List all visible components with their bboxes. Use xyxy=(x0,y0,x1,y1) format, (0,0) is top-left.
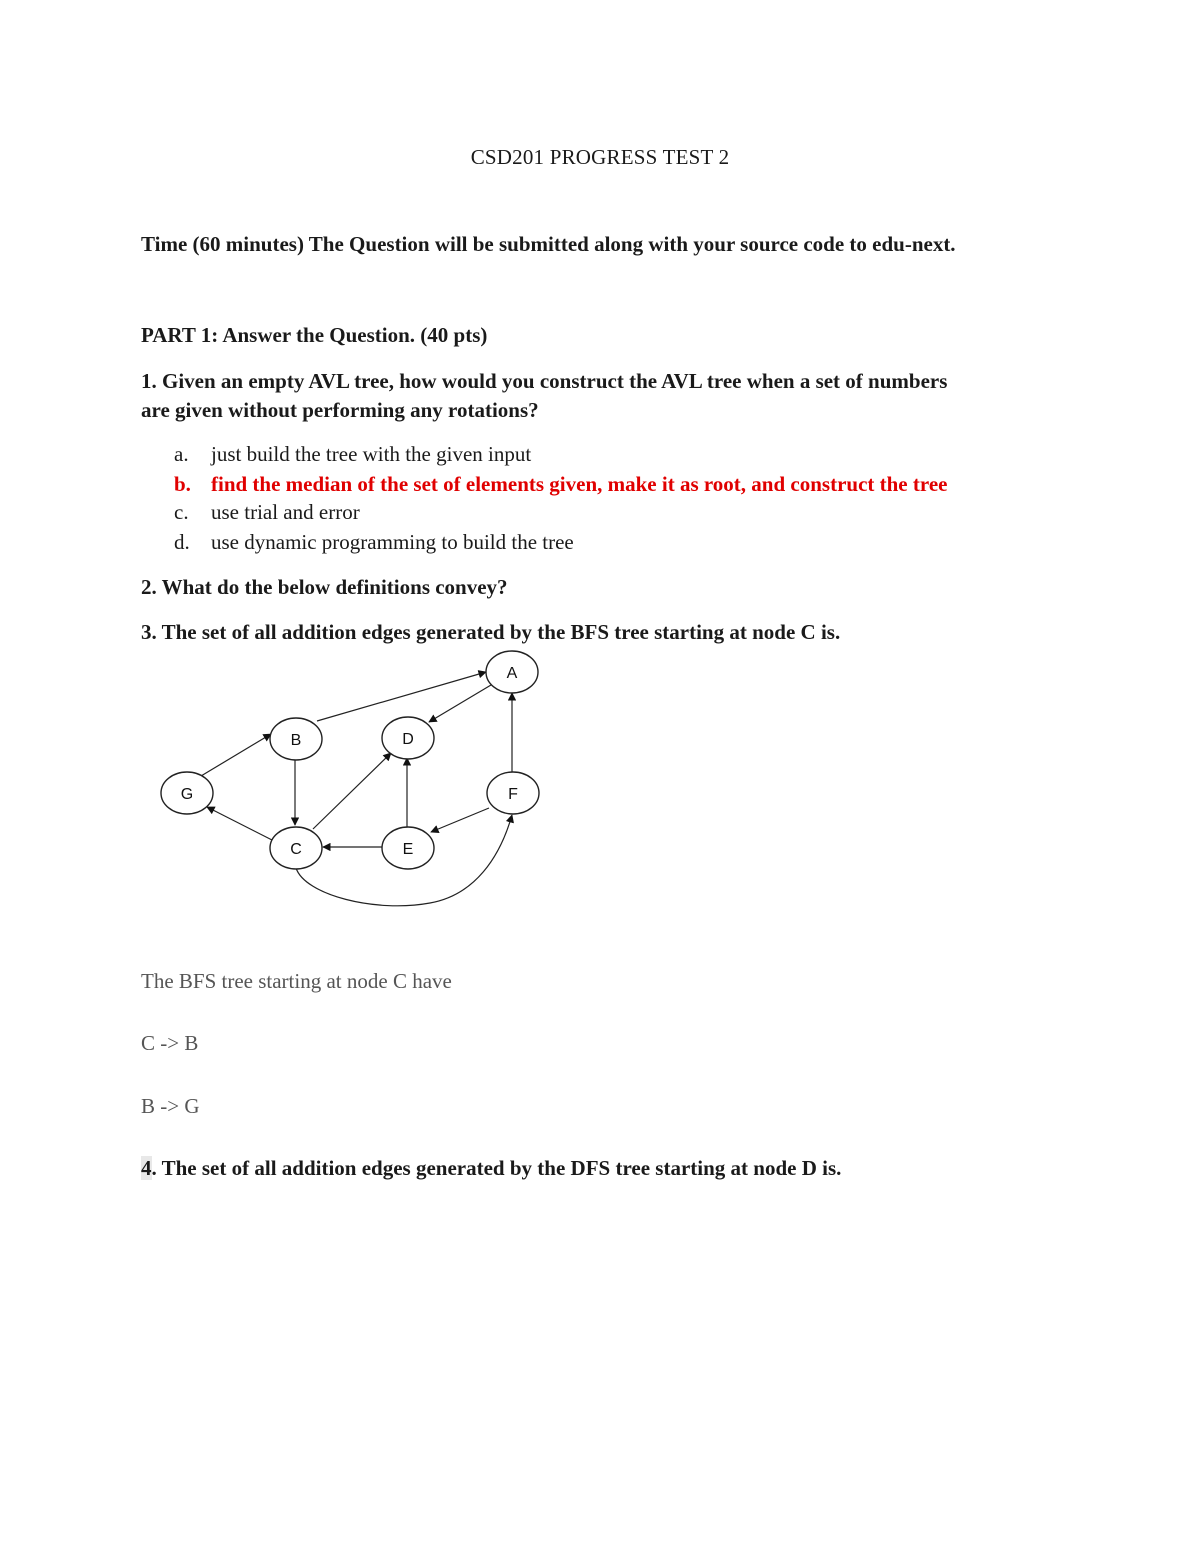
edge-a-d xyxy=(429,685,491,722)
option-d xyxy=(174,530,574,555)
q3-number: 3. xyxy=(141,620,157,644)
node-d-label: D xyxy=(402,731,414,748)
part1-heading: PART 1: Answer the Question. (40 pts) xyxy=(141,323,488,347)
q4-number: 4 xyxy=(141,1156,152,1180)
option-c-label: c. xyxy=(174,500,189,524)
answer-edge-1: C -> B xyxy=(141,1031,199,1055)
page-title: CSD201 PROGRESS TEST 2 xyxy=(470,145,730,169)
edge-b-a xyxy=(317,672,486,721)
intro-line: Time (60 minutes) The Question will be submitted along with your source code to edu-next. xyxy=(141,232,956,256)
q4-line xyxy=(141,1156,841,1181)
option-b-text: find the median of the set of elements given, make it as root, and construct the tree xyxy=(211,472,948,496)
option-d-label: d. xyxy=(174,530,190,554)
node-b-label: B xyxy=(290,732,302,749)
option-a xyxy=(174,442,531,467)
q3-text: The set of all addition edges generated by the BFS tree starting at node C is. xyxy=(156,620,841,644)
node-g-label: G xyxy=(180,786,194,803)
graph-diagram xyxy=(155,645,555,915)
q4-text: The set of all addition edges generated by the DFS tree starting at node D is. xyxy=(156,1156,842,1180)
node-c-label: C xyxy=(290,841,302,858)
q1-line2: are given without performing any rotations? xyxy=(141,398,539,422)
node-a-label: A xyxy=(506,665,518,682)
answer-edge-2: B -> G xyxy=(141,1094,200,1118)
edge-c-g xyxy=(207,807,272,840)
edge-f-e xyxy=(431,808,489,832)
option-a-label: a. xyxy=(174,442,189,466)
q1-line1: 1. Given an empty AVL tree, how would you construct the AVL tree when a set of numbers xyxy=(141,369,948,393)
option-c xyxy=(174,500,360,525)
option-a-text: just build the tree with the given input xyxy=(211,442,532,466)
q4-dot: . xyxy=(151,1156,157,1180)
node-f-label: F xyxy=(508,786,518,803)
option-c-text: use trial and error xyxy=(211,500,360,524)
option-b xyxy=(174,472,947,497)
answer-intro: The BFS tree starting at node C have xyxy=(141,969,452,993)
edge-g-b xyxy=(201,734,271,776)
node-e-label: E xyxy=(402,841,414,858)
q2-line: 2. What do the below definitions convey? xyxy=(141,575,508,599)
edge-c-d xyxy=(313,753,391,829)
option-d-text: use dynamic programming to build the tree xyxy=(211,530,574,554)
q3-line xyxy=(141,620,840,645)
option-b-label: b. xyxy=(174,472,191,496)
